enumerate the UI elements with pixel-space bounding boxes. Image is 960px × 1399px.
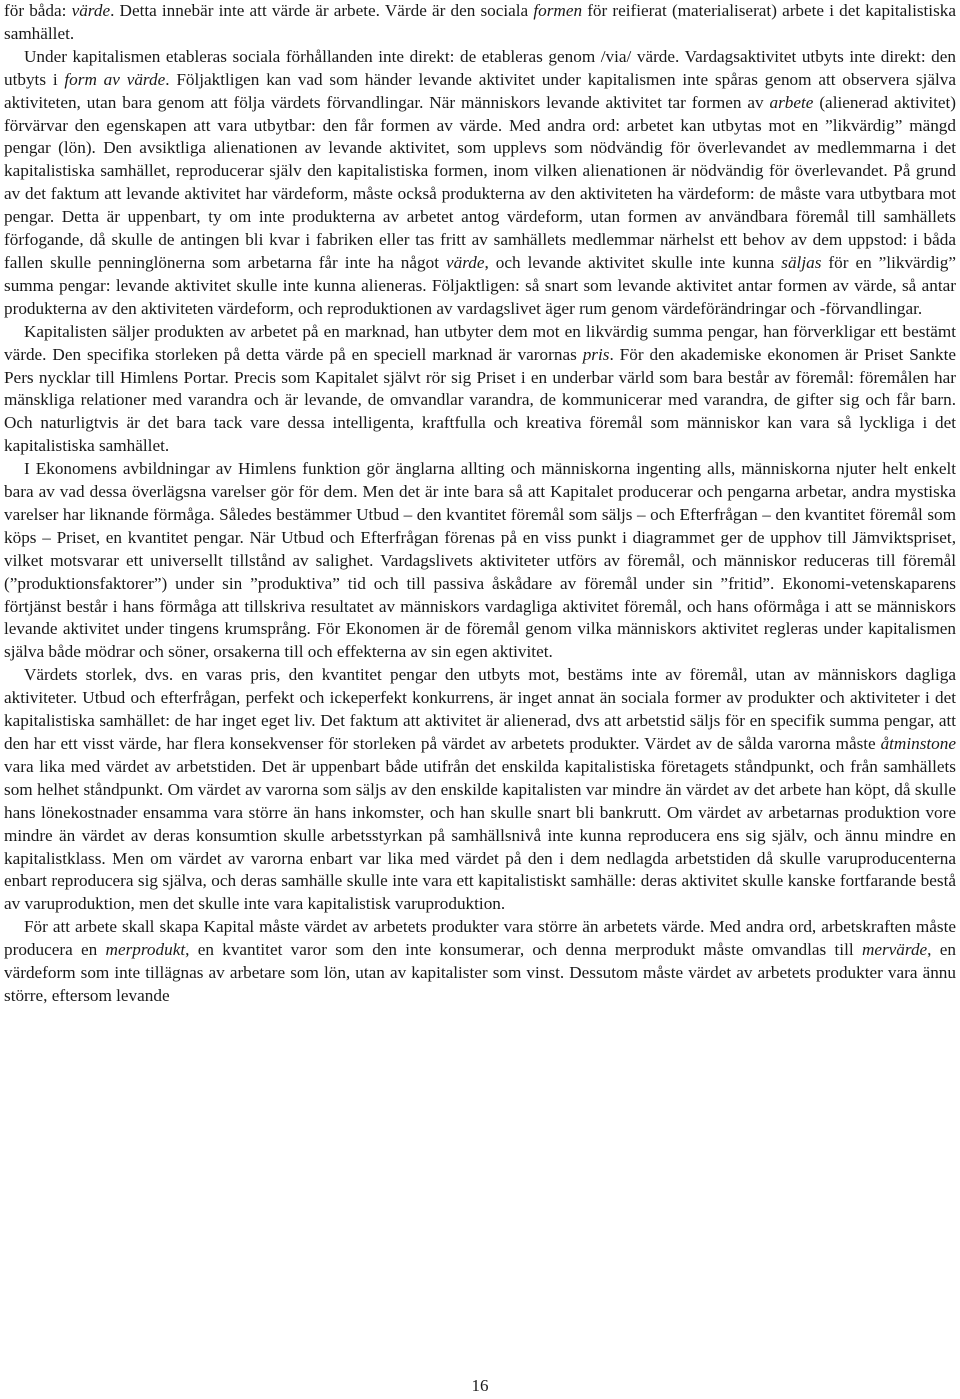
text-run: I Ekonomens avbildningar av Himlens funktion gör änglarna allting och människorna ingenting alls, människorna njuter helt enkelt bara av vad dessa överlägsna varelser gör för dem. Men det är inte bara så att Kapitalet producerar och pengarna arbetar, andra mystiska varelser har liknande förmåga. Således bestämmer Utbud – den kvantitet föremål som säljs – och Efterfrågan – den kvantitet föremål som köps – Priset, en kvantitet pengar. När Utbud och Efterfrågan förenas på en viss punkt i diagrammet ger de upphov till Jämviktspriset, vilket motsvarar ett universellt tillstånd av salighet. Vardagslivets aktiviteter utförs av föremål, och människor reduceras till föremål (”produktionsfaktorer”) under sin ”produktiva” tid och till passiva åskådare av föremål under sin ”fritid”. Ekonomi-vetenskaparens förtjänst består i hans förmåga att tillskriva resultatet av människors vardagliga aktivitet föremål, och hans oförmåga i att se människors levande aktivitet under tingens krumsprång. För Ekonomen är de föremål genom vilka människors aktivitet regleras under kapitalismen själva både mödrar och söner, orsakerna till och effekterna av sin egen aktivitet. [4, 459, 956, 662]
text-run: för båda: [4, 1, 72, 20]
emphasized-text: formen [533, 1, 583, 20]
emphasized-text: mervärde [861, 940, 928, 960]
emphasized-text: åtminstone [880, 734, 956, 753]
page-number: 16 [471, 1376, 489, 1395]
text-run: , och levande aktivitet skulle inte kunna [484, 252, 782, 272]
text-run: , en kvantitet varor som den inte konsumerar, och denna merprodukt måste omvandlas till [185, 940, 862, 960]
text-run: (alienerad aktivitet) förvärvar den egenskapen att vara utbytbar: den får formen av värde. Med andra ord: arbetet kan utbytas mot en ”likvärdig” mängd pengar (lön). Den avsiktliga alienationen av levande aktivitet, som upplevs som nödvändig för överlevandet av medlemmarna i det kapitalistiska samhället, reproducerar själv den kapitalistiska formen, inom vilken alienationen är nödvändig för överlevandet. På grund av det faktum att levande aktivitet har värdeform, måste också produkterna av den aktiviteten ha värdeform: de måste vara utbytbara mot pengar. Detta är uppenbart, ty om inte produkterna av arbetet antog värdeform, utan formen av användbara föremål till samhällets förfogande, då skulle de antingen bli kvar i fabriken eller tas fritt av samhällets medlemmar närhelst ett behov av dem uppstod: i båda fallen skulle penninglönerna som arbetarna får inte ha något [4, 92, 956, 272]
text-run: för reifierat (materialiserat) arbete i det kapitalistiska samhället. [4, 1, 956, 43]
paragraph [4, 321, 956, 458]
text-run: . Följaktligen kan vad som händer levande aktivitet under kapitalismen inte spåras genom att observera själva aktiviteten, utan bara genom att följa värdets förvandlingar. När människors levande aktivitet tar formen av [4, 69, 957, 112]
paragraph [4, 664, 956, 916]
paragraph [4, 916, 956, 1008]
emphasized-text: säljas [781, 252, 822, 272]
text-run: . För den akademiske ekonomen är Priset Sankte Pers nycklar till Himlens Portar. Precis som Kapitalet självt rör sig Priset i en underbar värld som bara består av föremål: föremålen har mänskliga relationer med varandra och är levande, de omvandlar varandra, de kommunicerar med varandra, de gifter sig och får barn. Och naturligtvis är det bara tack vare dessa intelligenta, kraftfulla och kreativa föremål som människor kan vara så lyckliga i det kapitalistiska samhället. [4, 344, 956, 456]
text-run: Värdets storlek, dvs. en varas pris, den kvantitet pengar den utbyts mot, bestäms inte av föremål, utan av människors dagliga aktiviteter. Utbud och efterfrågan, perfekt och ickeperfekt konkurrens, är inget annat än sociala former av produkter och aktiviteter i det kapitalistiska samhället: de har inget eget liv. Det faktum att aktivitet är alienerad, dvs att arbetstid säljs för en specifik summa pengar, att den har ett visst värde, har flera konsekvenser för storleken på värdet av arbetets produkter. Värdet av de sålda varorna måste [4, 665, 956, 753]
paragraph [4, 458, 956, 664]
emphasized-text: merprodukt [105, 940, 186, 960]
text-run: . Detta innebär inte att värde är arbete. Värde är den sociala [110, 1, 534, 20]
paragraph [4, 0, 956, 46]
text-run: , en värdeform som inte tillägnas av arbetare som lön, utan av kapitalister som vinst. Dessutom måste värdet av arbetets produkter vara ännu större, eftersom levande [4, 940, 956, 1005]
paragraph [4, 46, 956, 321]
emphasized-text: värde [446, 252, 485, 272]
text-run: Kapitalisten säljer produkten av arbetet på en marknad, han utbyter dem mot en likvärdig summa pengar, han förverkligar ett bestämt värde. Den specifika storleken på detta värde på en speciell marknad är varornas [4, 321, 956, 364]
emphasized-text: form av värde [64, 69, 166, 89]
page-body [4, 0, 956, 1008]
text-run: vara lika med värdet av arbetstiden. Det är uppenbart både utifrån det enskilda kapitalistiska företagets ståndpunkt, och från samhällets som helhet ståndpunkt. Om värdet av varorna som säljs av den enskilde kapitalisten var mindre än värdet av det arbete han köpt, då skulle hans lönekostnader ensamma vara större än hans inkomster, och han skulle snart bli bankrutt. Om värdet av arbetarnas produktion vore mindre än värdet av deras konsumtion skulle arbetsstyrkan på samhällsnivå inte kunna reproducera ens sig själv, och ännu mindre en kapitalistklass. Men om värdet av varorna enbart var lika med värdet på den i dem nedlagda arbetstiden då skulle varuproducenterna enbart reproducera sig själva, och deras samhälle skulle inte vara ett kapitalistiskt samhälle: deras aktivitet skulle kanske fortfarande bestå av varuproduktion, men det skulle inte vara kapitalistisk varuproduktion. [4, 756, 956, 914]
text-run: för en ”likvärdig” summa pengar: levande aktivitet skulle inte kunna alieneras. Följaktligen: så snart som levande aktivitet antar formen av värde, så antar produkterna av den aktiviteten värdeform, och reproduktionen av vardagslivet äger rum genom värdeförändringar och -förvandlingar. [4, 252, 956, 318]
emphasized-text: pris [582, 344, 610, 364]
text-run: För att arbete skall skapa Kapital måste värdet av arbetets produkter vara större än arbetets värde. Med andra ord, arbetskraften måste producera en [4, 917, 956, 960]
emphasized-text: värde [71, 1, 111, 20]
emphasized-text: arbete [769, 92, 814, 112]
text-run: Under kapitalismen etableras sociala förhållanden inte direkt: de etableras genom /via/ värde. Vardagsaktivitet utbyts inte direkt: den utbyts i [4, 46, 956, 89]
